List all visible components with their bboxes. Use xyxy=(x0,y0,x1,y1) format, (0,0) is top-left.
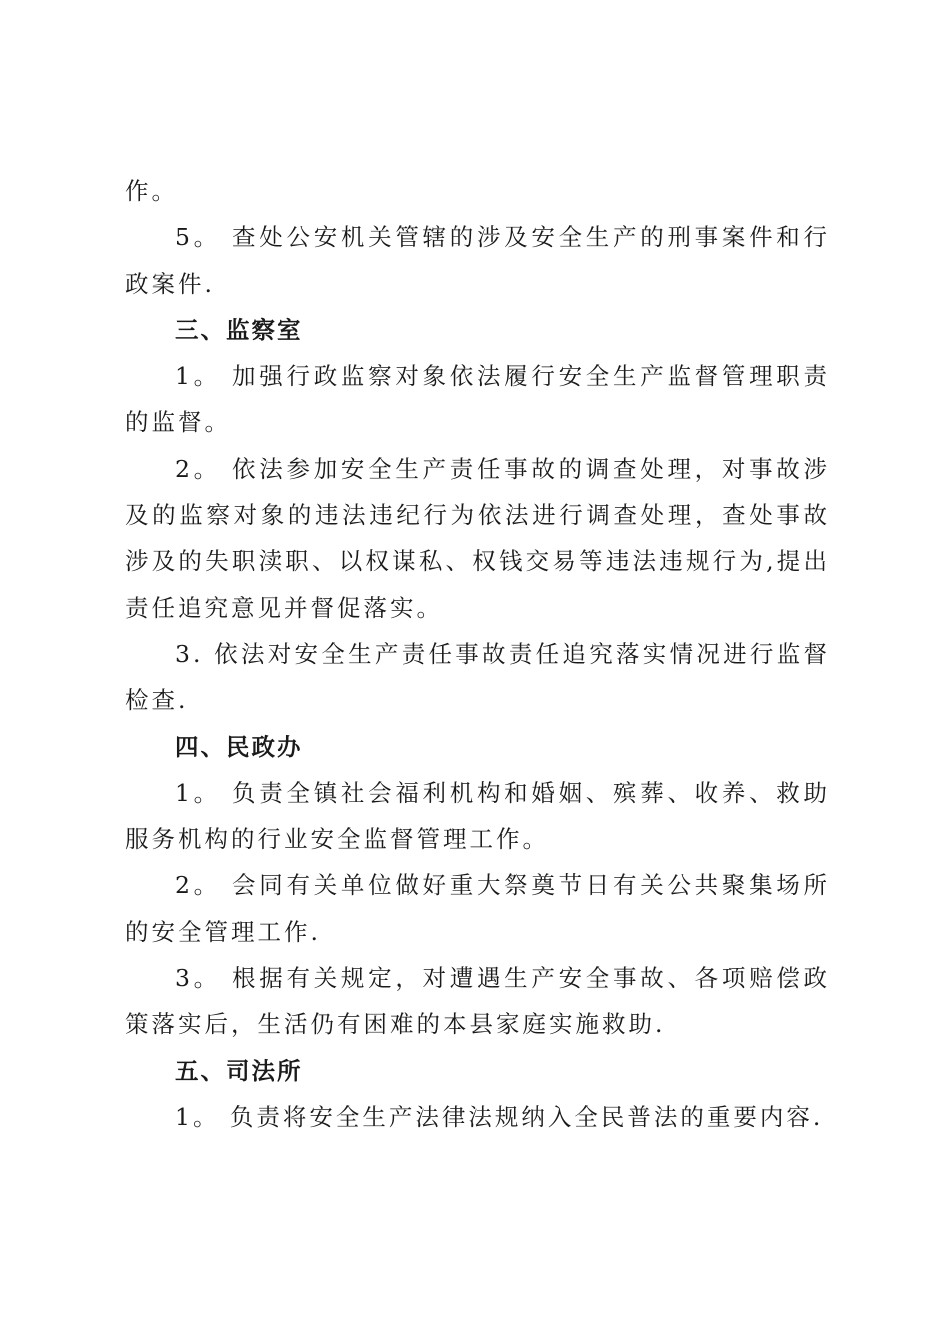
paragraph-supervision-item-3: 3. 依法对安全生产责任事故责任追究落实情况进行监督检查. xyxy=(125,639,830,715)
paragraph-police-item-5: 5。 查处公安机关管辖的涉及安全生产的刑事案件和行政案件. xyxy=(125,223,830,298)
paragraph-civil-affairs-item-2: 2。 会同有关单位做好重大祭奠节日有关公共聚集场所的安全管理工作. xyxy=(125,871,830,946)
paragraph-civil-affairs-item-3: 3。 根据有关规定，对遭遇生产安全事故、各项赔偿政策落实后，生活仍有困难的本县家庭实施救助. xyxy=(125,964,830,1039)
paragraph-continuation: 作。 xyxy=(125,177,178,205)
section-heading-civil-affairs: 四、民政办 xyxy=(175,732,303,761)
paragraph-civil-affairs-item-1: 1。 负责全镇社会福利机构和婚姻、殡葬、收养、救助服务机构的行业安全监督管理工作。 xyxy=(125,778,830,854)
section-heading-judicial-office: 五、司法所 xyxy=(175,1056,303,1085)
paragraph-judicial-item-1: 1。 负责将安全生产法律法规纳入全民普法的重要内容. xyxy=(175,1102,824,1131)
document-body xyxy=(125,168,830,1140)
paragraph-supervision-item-2: 2。 依法参加安全生产责任事故的调查处理，对事故涉及的监察对象的违法违纪行为依法进行调查处理，查处事故涉及的失职渎职、以权谋私、权钱交易等违法违规行为,提出责任追究意见并督促落实。 xyxy=(125,454,830,622)
section-heading-supervision-office: 三、监察室 xyxy=(175,315,303,344)
paragraph-supervision-item-1: 1。 加强行政监察对象依法履行安全生产监督管理职责的监督。 xyxy=(125,362,830,437)
